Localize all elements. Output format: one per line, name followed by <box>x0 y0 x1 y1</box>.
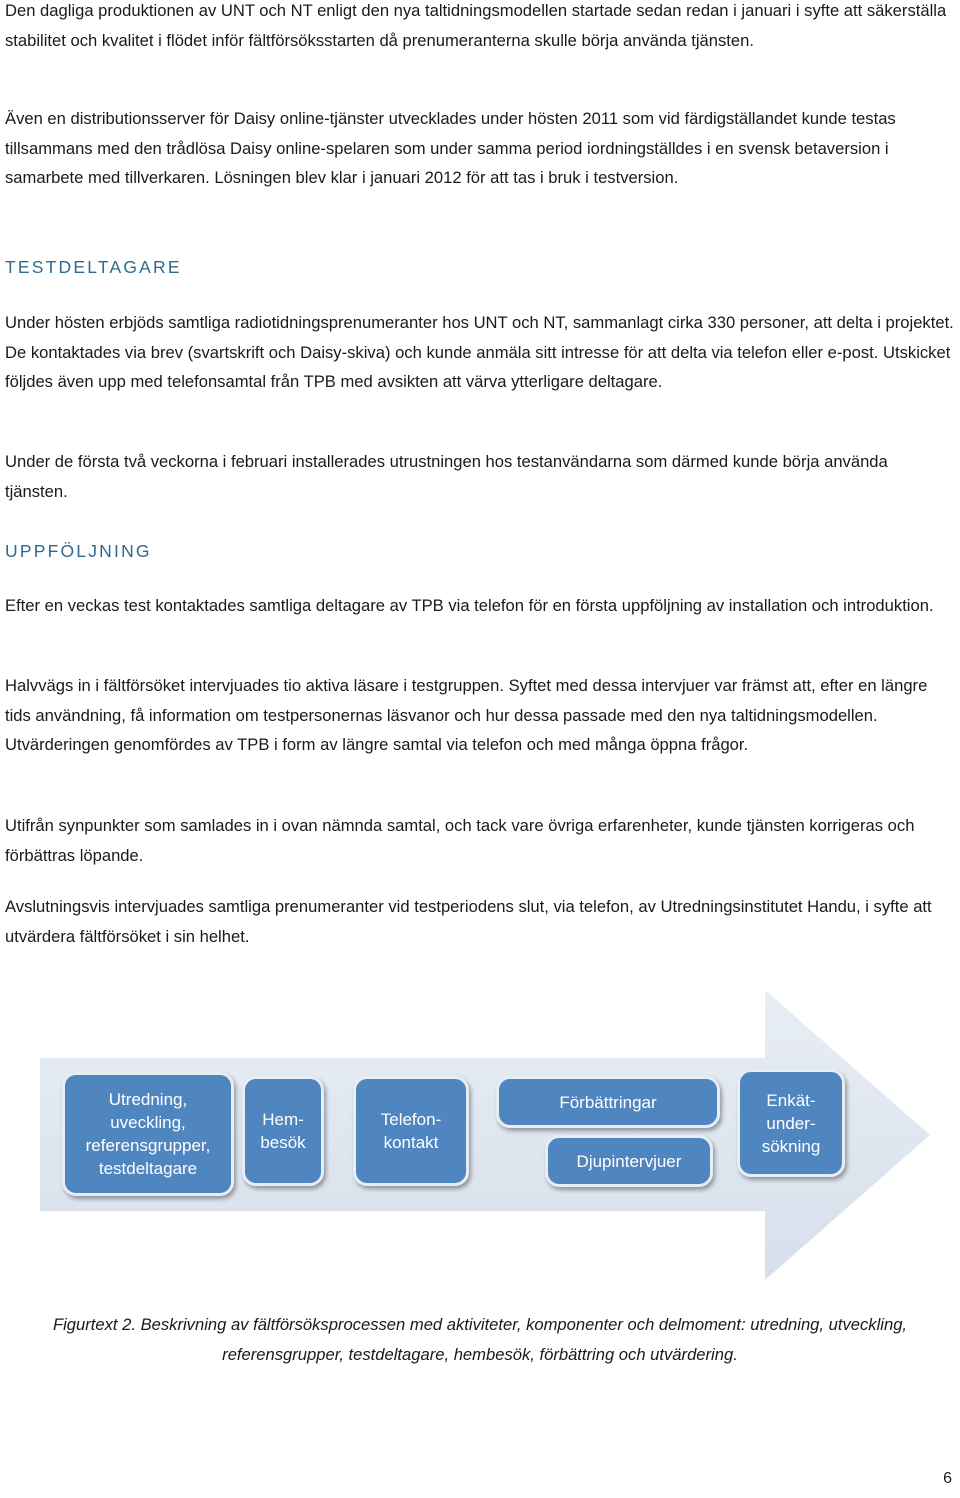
box-telefonkontakt-label: Telefon-kontakt <box>380 1110 442 1152</box>
box-hembesok-label: Hem-besök <box>260 1110 306 1152</box>
process-diagram <box>0 985 960 1285</box>
box-enkatundersokning <box>737 1069 845 1177</box>
box-utredning-label: Utredning, uveckling, referensgrupper, testdeltagare <box>85 1090 211 1178</box>
box-utredning <box>62 1072 234 1196</box>
box-forbattringar-label: Förbättringar <box>559 1092 657 1112</box>
paragraph-distribution-server: Även en distributionsserver för Daisy online-tjänster utvecklades under hösten 2011 som vid färdigställandet kunde testas tillsammans med den trådlösa Daisy online-spelaren som under samma period iordningställdes i en svensk betaversion i samarbete med tillverkaren. Lösningen blev klar i januari 2012 för att tas i bruk i testversion. <box>5 109 896 187</box>
figure-caption: Figurtext 2. Beskrivning av fältförsöksprocessen med aktiviteter, komponenter och delmoment: utredning, utveckling, referensgrupper, testdeltagare, hembesök, förbättring och utvärdering. <box>52 1315 908 1364</box>
box-enkatundersokning-label: Enkät-under-sökning <box>761 1090 821 1156</box>
heading-uppfoljning: UPPFÖLJNING <box>5 541 152 561</box>
paragraph-intro: Den dagliga produktionen av UNT och NT enligt den nya taltidningsmodellen startade sedan redan i januari i syfte att säkerställa stabilitet och kvalitet i flödet inför fältförsöksstarten då prenumeranterna skulle börja använda tjänsten. <box>5 1 947 50</box>
paragraph-improvements: Utifrån synpunkter som samlades in i ovan nämnda samtal, och tack vare övriga erfarenheter, kunde tjänsten korrigeras och förbättras löpande. <box>5 816 915 865</box>
paragraph-recruitment: Under hösten erbjöds samtliga radiotidningsprenumeranter hos UNT och NT, sammanlagt cirka 330 personer, att delta i projektet. De kontaktades via brev (svartskrift och Daisy-skiva) och kunde anmäla sitt intresse för att delta via telefon eller e-post. Utskicket följdes även upp med telefonsamtal från TPB med avsikten att värva ytterligare deltagare. <box>5 313 954 391</box>
paragraph-interviews: Halvvägs in i fältförsöket intervjuades tio aktiva läsare i testgruppen. Syftet med dessa intervjuer var främst att, efter en längre tids användning, få information om testpersonernas läsvanor och hur dessa passade med den nya taltidningsmodellen. Utvärderingen genomfördes av TPB i form av längre samtal via telefon och med många öppna frågor. <box>5 676 928 754</box>
box-hembesok <box>242 1076 324 1186</box>
paragraph-installation: Under de första två veckorna i februari installerades utrustningen hos testanvändarna som därmed kunde börja använda tjänsten. <box>5 452 888 501</box>
box-djupintervjuer <box>545 1135 713 1187</box>
box-forbattringar <box>496 1076 720 1128</box>
heading-testdeltagare: TESTDELTAGARE <box>5 257 182 277</box>
box-telefonkontakt <box>353 1076 469 1186</box>
paragraph-final-survey: Avslutningsvis intervjuades samtliga prenumeranter vid testperiodens slut, via telefon, av Utredningsinstitutet Handu, i syfte att utvärdera fältförsöket i sin helhet. <box>5 897 932 946</box>
page-number: 6 <box>943 1470 952 1487</box>
box-djupintervjuer-label: Djupintervjuer <box>576 1151 682 1171</box>
paragraph-followup: Efter en veckas test kontaktades samtliga deltagare av TPB via telefon för en första uppföljning av installation och introduktion. <box>5 596 934 615</box>
